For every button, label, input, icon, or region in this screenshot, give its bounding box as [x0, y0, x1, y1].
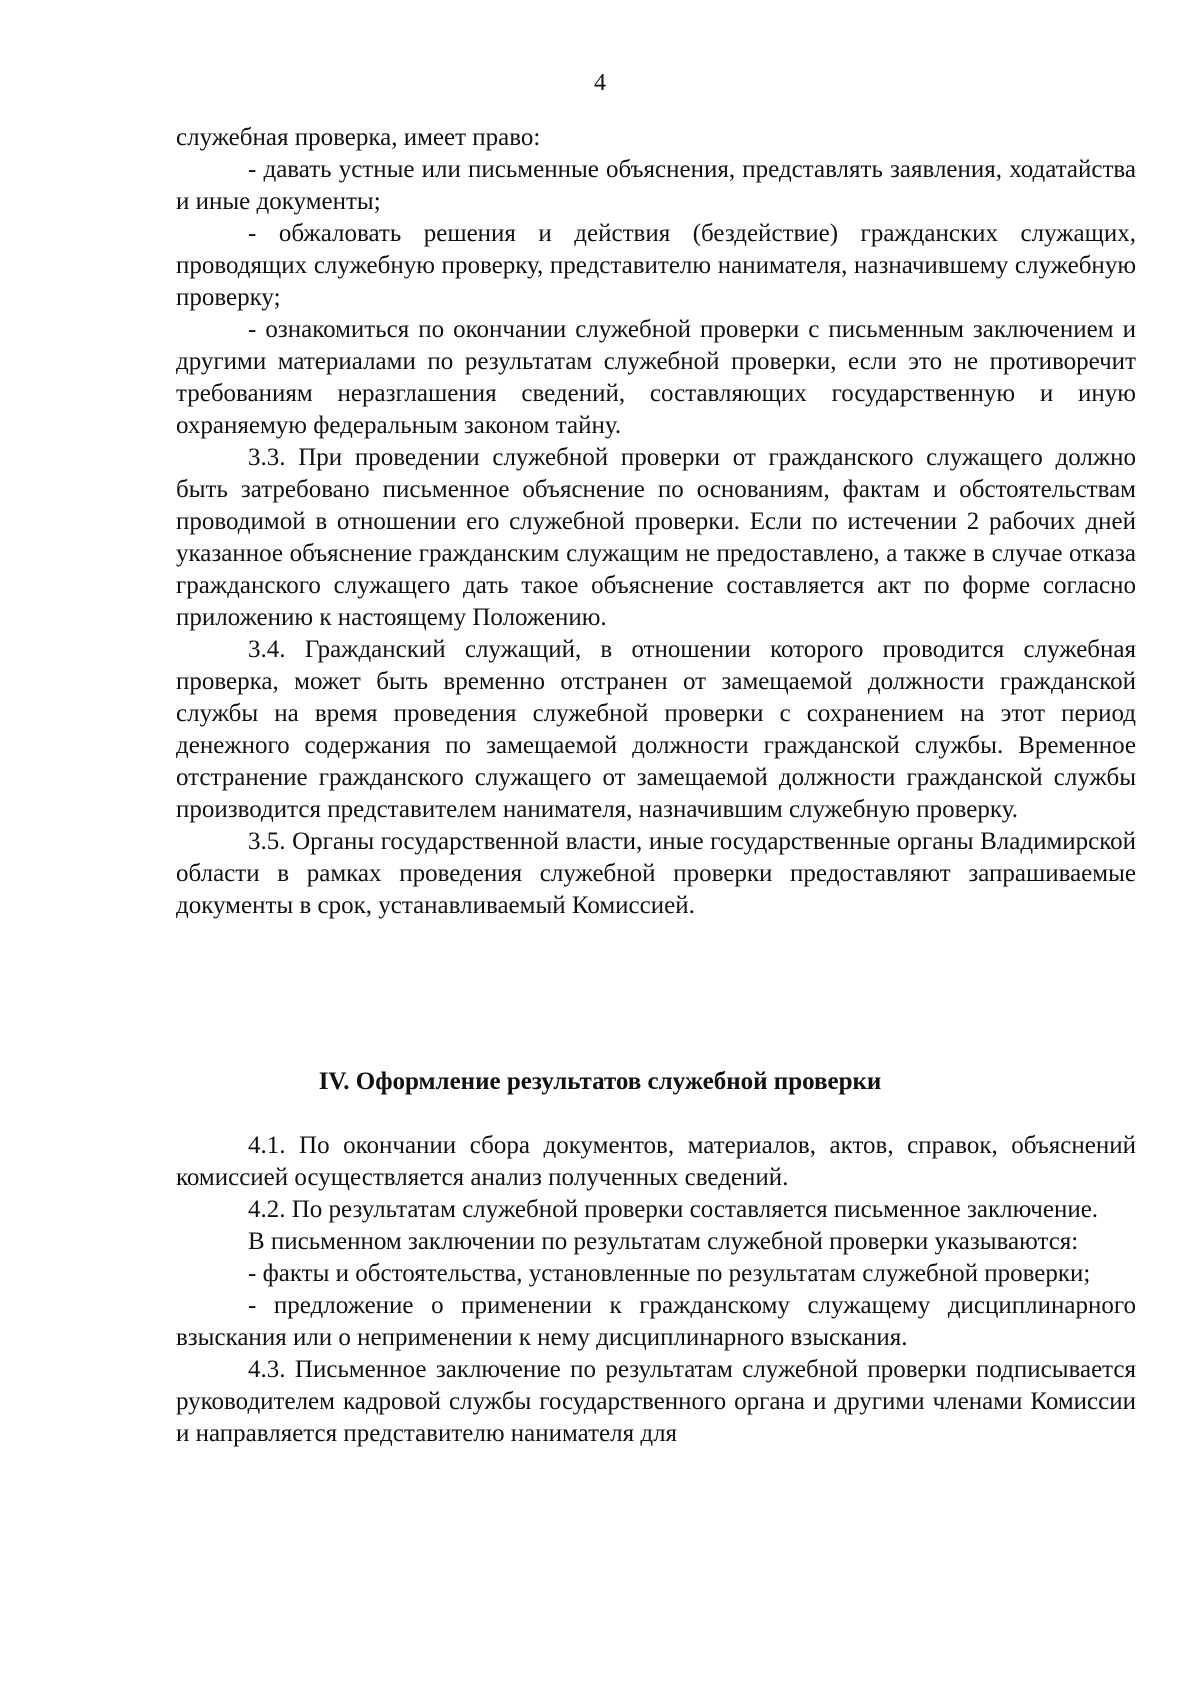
- paragraph-3-5: 3.5. Органы государственной власти, иные государственные органы Владимирской области в рамках проведения служебной проверки предоставляют запрашиваемые документы в срок, устанавливаемый Комиссией.: [176, 828, 1136, 919]
- paragraph-4-2: 4.2. По результатам служебной проверки составляется письменное заключение.: [248, 1196, 1099, 1223]
- text-block-section-4: [176, 1130, 1136, 1450]
- paragraph-3-4: 3.4. Гражданский служащий, в отношении которого проводится служебная проверка, может быть временно отстранен от замещаемой должности гражданской службы на время проведения служебной проверки с сохранением на этот период денежного содержания по замещаемой должности гражданской службы. Временное отстранение гражданского служащего от замещаемой должности гражданской службы производится представителем нанимателя, назначившим служебную проверку.: [176, 636, 1136, 823]
- paragraph-4-3: 4.3. Письменное заключение по результатам служебной проверки подписывается руководителем кадровой службы государственного органа и другими членами Комиссии и направляется представителю нанимателя для: [176, 1356, 1136, 1447]
- list-item-facts: - факты и обстоятельства, установленные по результатам служебной проверки;: [248, 1260, 1091, 1287]
- list-item-right-appeal: - обжаловать решения и действия (бездействие) гражданских служащих, проводящих служебную проверку, представителю нанимателя, назначившему служебную проверку;: [176, 220, 1136, 311]
- paragraph-3-3: 3.3. При проведении служебной проверки от гражданского служащего должно быть затребовано письменное объяснение по основаниям, фактам и обстоятельствам проводимой в отношении его служебной проверки. Если по истечении 2 рабочих дней указанное объяснение гражданским служащим не предоставлено, а также в случае отказа гражданского служащего дать такое объяснение составляется акт по форме согласно приложению к настоящему Положению.: [176, 444, 1136, 631]
- paragraph-4-1: 4.1. По окончании сбора документов, материалов, актов, справок, объяснений комиссией осуществляется анализ полученных сведений.: [176, 1132, 1136, 1191]
- section-heading: IV. Оформление результатов служебной проверки: [318, 1068, 882, 1095]
- list-item-right-explain: - давать устные или письменные объяснения, представлять заявления, ходатайства и иные документы;: [176, 156, 1136, 215]
- paragraph-continuation: служебная проверка, имеет право:: [176, 124, 541, 151]
- list-item-proposal: - предложение о применении к гражданскому служащему дисциплинарного взыскания или о неприменении к нему дисциплинарного взыскания.: [176, 1292, 1136, 1351]
- page-number: 4: [594, 70, 606, 96]
- list-item-right-review: - ознакомиться по окончании служебной проверки с письменным заключением и другими материалами по результатам служебной проверки, если это не противоречит требованиям неразглашения сведений, составляющих государственную и иную охраняемую федеральным законом тайну.: [176, 316, 1136, 439]
- paragraph-conclusion-contents: В письменном заключении по результатам служебной проверки указываются:: [248, 1228, 1079, 1255]
- text-block-section-3: [176, 122, 1136, 922]
